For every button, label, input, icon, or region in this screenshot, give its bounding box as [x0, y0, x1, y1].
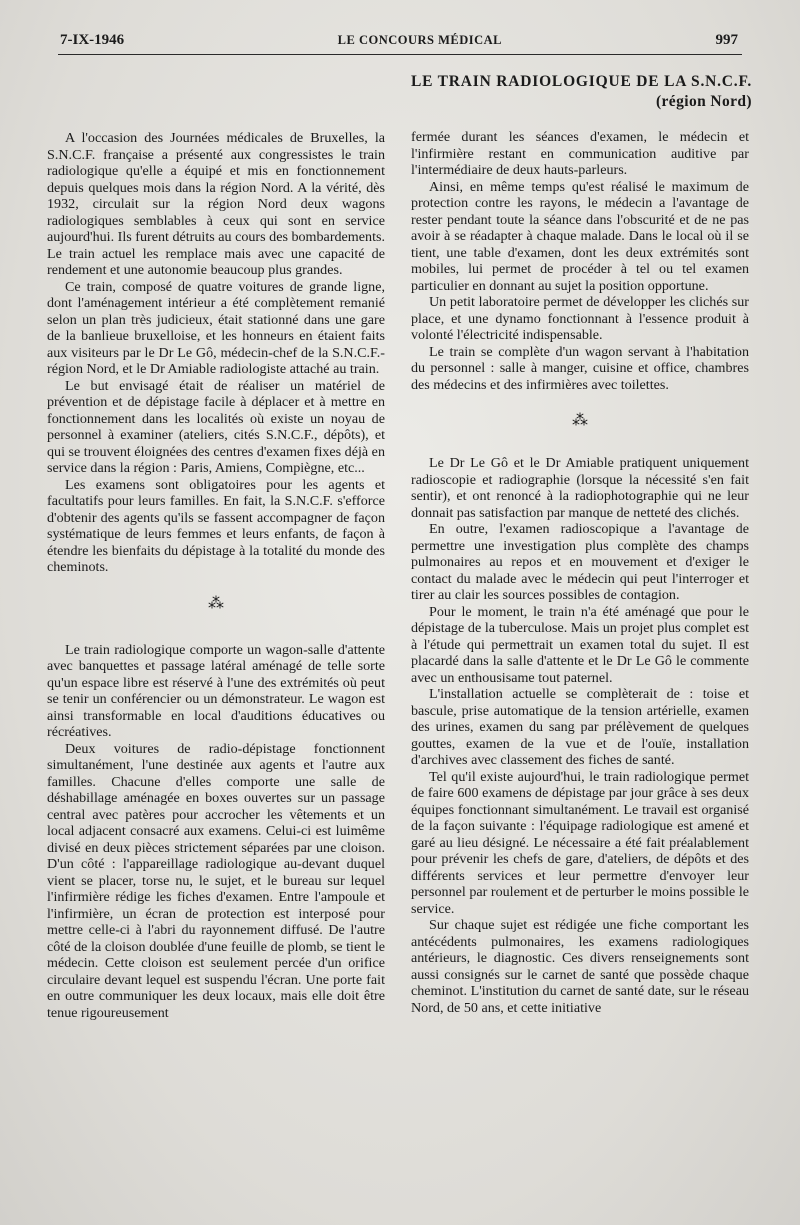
article-title-main: LE TRAIN RADIOLOGIQUE DE LA S.N.C.F. [410, 73, 752, 90]
right-column [411, 129, 749, 1016]
paragraph: Le but envisagé était de réaliser un matériel de prévention et de dépistage facile à déplacer et à mettre en fonctionnement dans les localités où existe un noyau de personnel à examiner (ateliers, cités S.N.C.F., dépôts), et qui se trouvent éloignées des centres d'examen fixes déjà en service dans la région : Paris, Amiens, Compiègne, etc... [47, 377, 385, 476]
running-head [60, 32, 738, 54]
paragraph: Le train se complète d'un wagon servant à l'habitation du personnel : salle à manger, cuisine et office, chambres des médecins et des infirmières avec toilettes. [411, 343, 749, 393]
paragraph: A l'occasion des Journées médicales de Bruxelles, la S.N.C.F. française a présenté aux congressistes le train radiologique qu'elle a équipé et mis en fonctionnement depuis quelques mois dans la région Nord. A la vérité, dès 1932, circulait sur la région Nord deux wagons radiologiques semblables à ceux qui sont en service aujourd'hui. Ils furent détruits au cours des bombardements. Le train actuel les remplace mais avec une capacité de rendement et une autonomie beaucoup plus grandes. [47, 130, 385, 278]
paragraph: fermée durant les séances d'examen, le médecin et l'infirmière restant en communication auditive par l'intermédiaire de deux hauts-parleurs. [411, 129, 749, 178]
page-number: 997 [715, 32, 738, 48]
issue-date: 7-IX-1946 [60, 32, 125, 48]
paragraph: L'installation actuelle se complèterait de : toise et bascule, prise automatique de la tension artérielle, examen des urines, examen du sang par prélèvement de quelques gouttes, examen de la vue et de l'ouïe, installation d'archives avec classement des fiches de santé. [411, 686, 749, 768]
paragraph: En outre, l'examen radioscopique a l'avantage de permettre une investigation plus complète des champs pulmonaires au repos et en mouvement et d'exiger le contact du malade avec le médecin qui peut l'interroger et tirer au clair les sources possibles de contagion. [411, 521, 749, 603]
header-rule [58, 54, 742, 55]
paragraph: Tel qu'il existe aujourd'hui, le train radiologique permet de faire 600 examens de dépistage par jour grâce à ses deux équipes fonctionnant simultanément. Le travail est organisé de la façon suivante : l'équipage radiologique est amené et garé au lieu désigné. Le nécessaire a été fait préalablement pour prévenir les chefs de gare, d'ateliers, de dépôts et des différents services et leur permettre d'envoyer leur personnel par roulement et de perturber le moins possible le service. [411, 768, 749, 917]
paragraph: Le train radiologique comporte un wagon-salle d'attente avec banquettes et passage latéral aménagé de telle sorte qu'un espace libre est réservé à l'une des extrémités où peut se tenir un conférencier ou un démonstrateur. Le wagon est ainsi transformable en local d'auditions éducatives ou récréatives. [47, 641, 385, 740]
article-title-sub: (région Nord) [655, 93, 752, 110]
paragraph: Les examens sont obligatoires pour les agents et facultatifs pour leurs familles. En fait, la S.N.C.F. s'efforce d'obtenir des agents qu'ils se fassent accompagner de façon systématique de leurs femmes et leurs enfants, de façon à étendre les bienfaits du dépistage à la totalité du monde des cheminots. [47, 476, 385, 575]
left-column [47, 130, 385, 1021]
section-asterism: ⁂ [208, 594, 224, 612]
journal-name: LE CONCOURS MÉDICAL [337, 33, 503, 47]
paragraph: Un petit laboratoire permet de développer les clichés sur place, et une dynamo fonctionnant à l'essence produit à volonté l'électricité indispensable. [411, 294, 749, 343]
paragraph: Ainsi, en même temps qu'est réalisé le maximum de protection contre les rayons, le médecin a l'avantage de rester pendant toute la séance dans l'obscurité et de ne pas avoir à se réadapter à chaque malade. Dans le local où il se tient, une table d'examen, dont les deux extrémités sont mobiles, lui permet de procéder à tel ou tel examen particulier en donnant au sujet la position opportune. [411, 178, 749, 294]
paragraph: Pour le moment, le train n'a été aménagé que pour le dépistage de la tuberculose. Mais un projet plus complet est à l'étude qui permettrait un examen total du sujet. Il est placardé dans la salle d'attente et le Dr Le Gô le commente avec un enthousisame tout paternel. [411, 603, 749, 686]
paragraph: Le Dr Le Gô et le Dr Amiable pratiquent uniquement radioscopie et radiographie (lorsque la nécessité s'en fait sentir), et ont renoncé à la radiophotographie qui ne leur donnait pas satisfaction par manque de netteté des clichés. [411, 455, 749, 521]
paragraph: Sur chaque sujet est rédigée une fiche comportant les antécédents pulmonaires, les examens radiologiques antérieurs, le diagnostic. Ces divers renseignements sont aussi consignés sur le carnet de santé que possède chaque cheminot. L'institution du carnet de santé date, sur le réseau Nord, de 50 ans, et cette initiative [411, 917, 749, 1016]
paragraph: Ce train, composé de quatre voitures de grande ligne, dont l'aménagement intérieur a été complètement remanié selon un plan très judicieux, était stationné dans une gare de la banlieue bruxelloise, et les honneurs en étaient faits aux visiteurs par le Dr Le Gô, médecin-chef de la S.N.C.F.-région Nord, et le Dr Amiable radiologiste attaché au train. [47, 278, 385, 377]
paragraph: Deux voitures de radio-dépistage fonctionnent simultanément, l'une destinée aux agents et l'autre aux familles. Chacune d'elles comporte une salle de déshabillage aménagée en boxes ouvertes sur un passage central avec patères pour accrocher les vêtements et un local adjacent consacré aux examens. Celui-ci est luimême divisé en deux pièces strictement séparées par une cloison. D'un côté : l'appareillage radiologique au-devant duquel vient se placer, torse nu, le sujet, et le bureau sur lequel l'infirmière rédige les fiches d'examen. Entre l'ampoule et l'infirmière, un écran de protection est interposé pour mettre celle-ci à l'abri du rayonnement diffusé. De l'autre côté de la cloison doublée d'une feuille de plomb, se tient le médecin. Cette cloison est seulement percée d'un orifice circulaire devant lequel est suspendu l'écran. Une porte fait en outre communiquer les deux locaux, mais elle doit être tenue rigoureusement [47, 740, 385, 1021]
section-asterism: ⁂ [572, 412, 588, 429]
article-title [411, 72, 752, 112]
